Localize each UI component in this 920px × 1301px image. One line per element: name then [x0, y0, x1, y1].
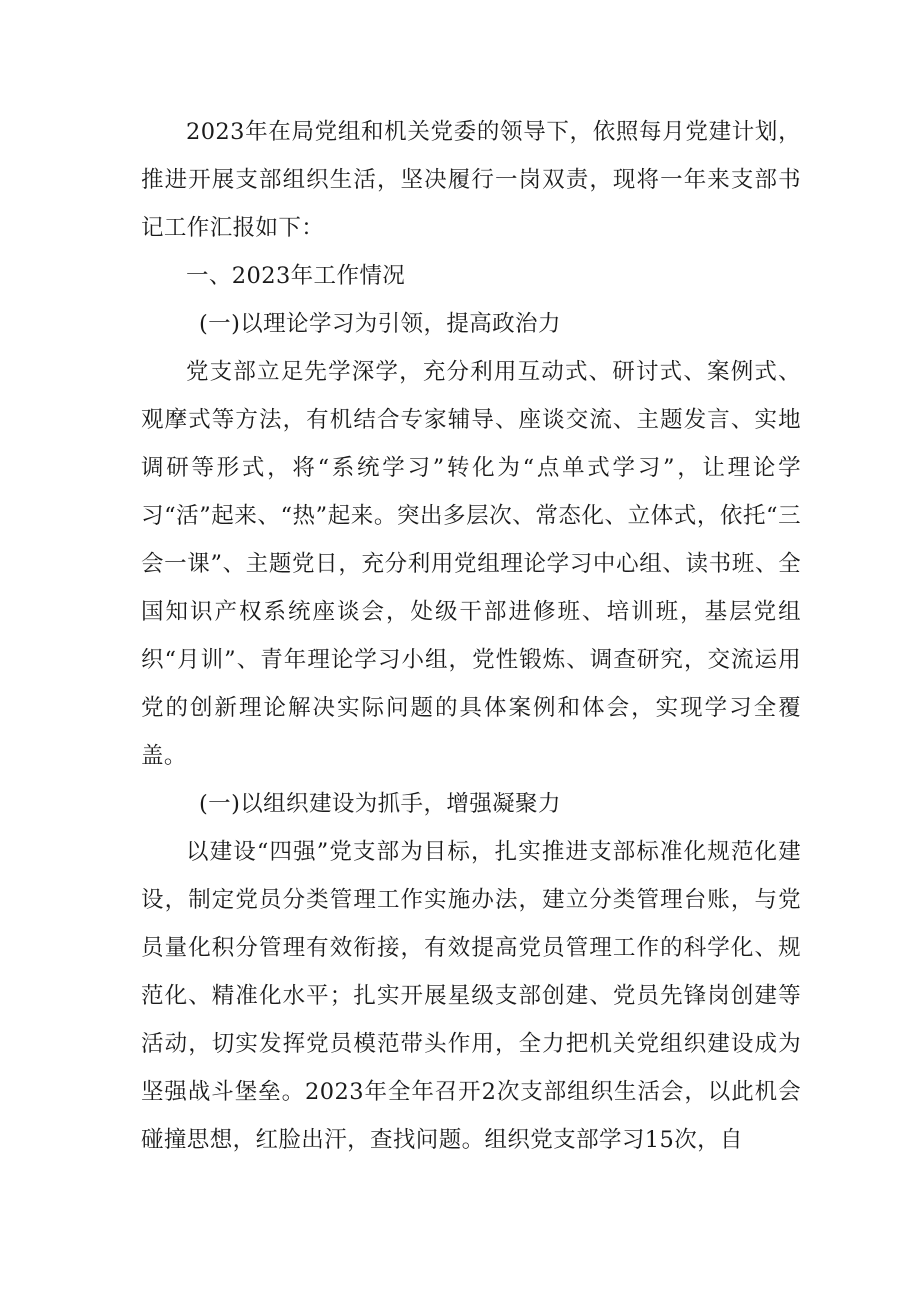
section-heading-work-situation: 一、2023年工作情况: [186, 263, 406, 289]
organization-paragraph: 以建设“四强”党支部为目标，扎实推进支部标准化规范化建设，制定党员分类管理工作实施办法，建立分类管理台账，与党员量化积分管理有效衔接，有效提高党员管理工作的科学化、规范化、精准化水平；扎实开展星级支部创建、党员先锋岗创建等活动，切实发挥党员模范带头作用，全力把机关党组织建设成为坚强战斗堡垒。2023年全年召开2次支部组织生活会，以此机会碰撞思想，红脸出汗，查找问题。组织党支部学习15次，自: [141, 839, 801, 1153]
intro-paragraph: 2023年在局党组和机关党委的领导下，依照每月党建计划，推进开展支部组织生活，坚决履行一岗双责，现将一年来支部书记工作汇报如下：: [141, 119, 801, 241]
theory-study-paragraph: 党支部立足先学深学，充分利用互动式、研讨式、案例式、观摩式等方法，有机结合专家辅导、座谈交流、主题发言、实地调研等形式，将“系统学习”转化为“点单式学习”，让理论学习“活”起来、“热”起来。突出多层次、常态化、立体式，依托“三会一课”、主题党日，充分利用党组理论学习中心组、读书班、全国知识产权系统座谈会，处级干部进修班、培训班，基层党组织“月训”、青年理论学习小组，党性锻炼、调查研究，交流运用党的创新理论解决实际问题的具体案例和体会，实现学习全覆盖。: [141, 359, 801, 769]
subsection-heading-theory-study: (一)以理论学习为引领，提高政治力: [199, 311, 561, 337]
document-body: [141, 108, 801, 1164]
subsection-heading-organization: (一)以组织建设为抓手，增强凝聚力: [199, 791, 561, 817]
